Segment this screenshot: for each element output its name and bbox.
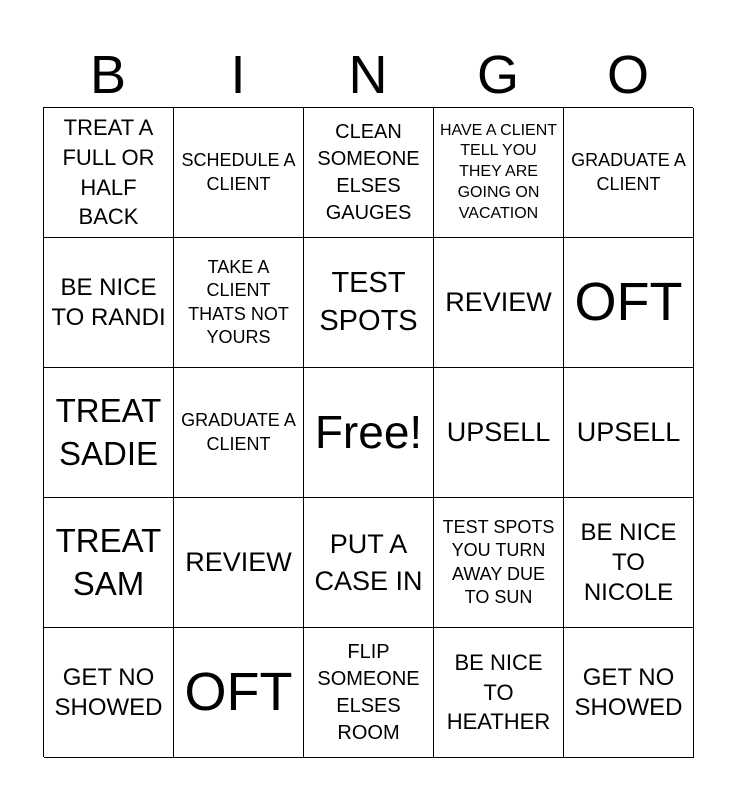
header-letter-n: N <box>348 45 388 105</box>
cell-label: GET NO SHOWED <box>54 663 163 721</box>
bingo-cell[interactable] <box>174 108 304 238</box>
cell-label: TREAT SADIE <box>55 392 162 472</box>
cell-label: BE NICE TO NICOLE <box>580 518 677 606</box>
bingo-cell[interactable] <box>564 498 694 628</box>
bingo-cell[interactable] <box>304 498 434 628</box>
cell-label: BE NICE TO RANDI <box>51 273 166 331</box>
bingo-cell[interactable] <box>564 108 694 238</box>
bingo-cell[interactable] <box>564 628 694 758</box>
cell-label: UPSELL <box>446 417 551 448</box>
bingo-cell[interactable] <box>304 628 434 758</box>
cell-label: TEST SPOTS <box>319 266 418 337</box>
cell-label: GET NO SHOWED <box>574 663 683 721</box>
bingo-cell[interactable] <box>44 628 174 758</box>
bingo-cell[interactable] <box>564 368 694 498</box>
bingo-cell[interactable] <box>44 108 174 238</box>
cell-label: OFT <box>574 272 683 333</box>
cell-label: HAVE A CLIENT TELL YOU THEY ARE GOING ON VACATION <box>439 121 558 222</box>
cell-label: TREAT SAM <box>55 522 162 602</box>
bingo-cell[interactable] <box>174 368 304 498</box>
bingo-header <box>43 42 693 108</box>
bingo-cell[interactable] <box>434 108 564 238</box>
bingo-cell[interactable] <box>44 238 174 368</box>
cell-label: BE NICE TO HEATHER <box>446 649 551 735</box>
cell-label: PUT A CASE IN <box>314 529 423 596</box>
cell-label: GRADUATE A CLIENT <box>181 410 296 454</box>
cell-label: GRADUATE A CLIENT <box>571 150 686 194</box>
bingo-cell[interactable] <box>174 498 304 628</box>
cell-label: SCHEDULE A CLIENT <box>181 150 296 194</box>
bingo-cell[interactable] <box>44 368 174 498</box>
cell-label: CLEAN SOMEONE ELSES GAUGES <box>317 120 420 224</box>
cell-label: REVIEW <box>185 547 292 578</box>
cell-label: UPSELL <box>576 417 681 448</box>
bingo-cell[interactable] <box>434 238 564 368</box>
cell-label: FLIP SOMEONE ELSES ROOM <box>317 640 420 744</box>
free-space-label: Free! <box>314 406 423 459</box>
bingo-cell[interactable] <box>174 628 304 758</box>
bingo-cell[interactable] <box>304 238 434 368</box>
bingo-cell[interactable] <box>434 628 564 758</box>
bingo-cell[interactable] <box>174 238 304 368</box>
bingo-cell[interactable] <box>434 368 564 498</box>
cell-label: TEST SPOTS YOU TURN AWAY DUE TO SUN <box>442 516 555 607</box>
header-letter-b: B <box>89 45 127 105</box>
cell-label: TAKE A CLIENT THATS NOT YOURS <box>188 256 289 347</box>
header-letter-g: G <box>476 45 519 105</box>
cell-label: TREAT A FULL OR HALF BACK <box>62 115 155 230</box>
cell-label: REVIEW <box>445 287 552 318</box>
bingo-cell[interactable] <box>44 498 174 628</box>
free-space-cell[interactable] <box>304 368 434 498</box>
cell-label: OFT <box>184 662 293 723</box>
header-letter-o: O <box>606 45 649 105</box>
bingo-cell[interactable] <box>434 498 564 628</box>
bingo-board <box>43 107 693 757</box>
bingo-cell[interactable] <box>564 238 694 368</box>
header-letter-i: I <box>230 45 246 105</box>
bingo-cell[interactable] <box>304 108 434 238</box>
